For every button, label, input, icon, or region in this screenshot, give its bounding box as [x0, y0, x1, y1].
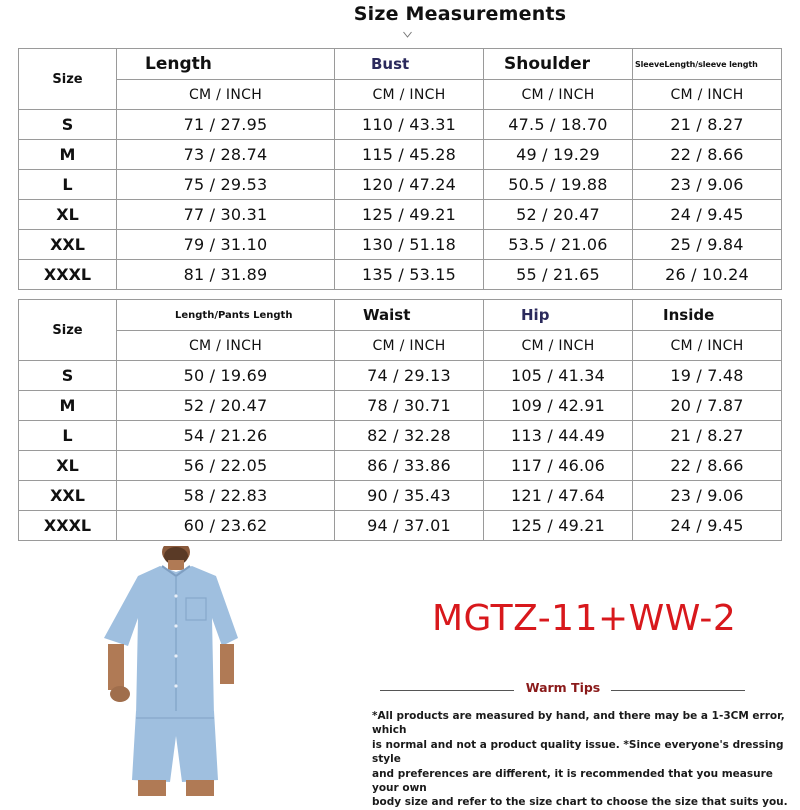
measure-cell: 49 / 19.29	[484, 140, 633, 170]
divider	[380, 690, 514, 691]
size-label: M	[19, 140, 117, 170]
measure-cell: 75 / 29.53	[117, 170, 335, 200]
table-row	[19, 110, 782, 140]
size-label: L	[19, 421, 117, 451]
measure-cell: 21 / 8.27	[633, 110, 782, 140]
measure-cell: 23 / 9.06	[633, 481, 782, 511]
measure-cell: 24 / 9.45	[633, 511, 782, 541]
chevron-down-icon	[403, 30, 412, 39]
table-row	[19, 451, 782, 481]
measure-cell: 73 / 28.74	[117, 140, 335, 170]
measure-cell: 115 / 45.28	[335, 140, 484, 170]
product-photo	[98, 546, 248, 796]
measure-cell: 109 / 42.91	[484, 391, 633, 421]
measure-cell: 77 / 30.31	[117, 200, 335, 230]
table-row	[19, 511, 782, 541]
table-row	[19, 200, 782, 230]
measure-cell: 74 / 29.13	[335, 361, 484, 391]
measure-cell: 60 / 23.62	[117, 511, 335, 541]
header-row	[19, 300, 782, 331]
measure-cell: 56 / 22.05	[117, 451, 335, 481]
column-header-hip: Hip	[484, 300, 633, 331]
unit-label: CM / INCH	[335, 331, 484, 361]
unit-label: CM / INCH	[117, 80, 335, 110]
measure-cell: 135 / 53.15	[335, 260, 484, 290]
warm-tips-title: Warm Tips	[525, 680, 601, 695]
measure-cell: 53.5 / 21.06	[484, 230, 633, 260]
unit-label: CM / INCH	[117, 331, 335, 361]
size-label: XL	[19, 200, 117, 230]
measure-cell: 79 / 31.10	[117, 230, 335, 260]
measure-cell: 54 / 21.26	[117, 421, 335, 451]
size-label: S	[19, 110, 117, 140]
top-size-table	[18, 48, 782, 290]
measure-cell: 125 / 49.21	[335, 200, 484, 230]
unit-label: CM / INCH	[484, 80, 633, 110]
table-row	[19, 421, 782, 451]
measure-cell: 52 / 20.47	[117, 391, 335, 421]
measure-cell: 125 / 49.21	[484, 511, 633, 541]
column-header-bust: Bust	[335, 49, 484, 80]
column-header-shoulder: Shoulder	[484, 49, 633, 80]
unit-label: CM / INCH	[484, 331, 633, 361]
table-row	[19, 260, 782, 290]
measure-cell: 50.5 / 19.88	[484, 170, 633, 200]
size-header: Size	[19, 49, 117, 110]
header-row	[19, 49, 782, 80]
unit-row	[19, 331, 782, 361]
measure-cell: 25 / 9.84	[633, 230, 782, 260]
measure-cell: 58 / 22.83	[117, 481, 335, 511]
table-row	[19, 481, 782, 511]
measure-cell: 20 / 7.87	[633, 391, 782, 421]
measure-cell: 71 / 27.95	[117, 110, 335, 140]
size-label: S	[19, 361, 117, 391]
size-header: Size	[19, 300, 117, 361]
table-row	[19, 361, 782, 391]
warm-tips-text: *All products are measured by hand, and there may be a 1-3CM error, which is normal and not a product quality issue. *Since everyone's dressing style and preferences are different, it is recommended that you measure your own body size and refer to the size chart to choose the size that suits you.	[372, 710, 788, 809]
size-label: XL	[19, 451, 117, 481]
unit-label: CM / INCH	[335, 80, 484, 110]
unit-label: CM / INCH	[633, 80, 782, 110]
size-label: XXL	[19, 230, 117, 260]
measure-cell: 24 / 9.45	[633, 200, 782, 230]
measure-cell: 78 / 30.71	[335, 391, 484, 421]
column-header-waist: Waist	[335, 300, 484, 331]
measure-cell: 22 / 8.66	[633, 140, 782, 170]
measure-cell: 113 / 44.49	[484, 421, 633, 451]
measure-cell: 120 / 47.24	[335, 170, 484, 200]
unit-label: CM / INCH	[633, 331, 782, 361]
measure-cell: 82 / 32.28	[335, 421, 484, 451]
size-label: M	[19, 391, 117, 421]
column-header-pants-length: Length/Pants Length	[117, 300, 335, 331]
measure-cell: 52 / 20.47	[484, 200, 633, 230]
measure-cell: 90 / 35.43	[335, 481, 484, 511]
measure-cell: 105 / 41.34	[484, 361, 633, 391]
column-header-length: Length	[117, 49, 335, 80]
measure-cell: 110 / 43.31	[335, 110, 484, 140]
measure-cell: 26 / 10.24	[633, 260, 782, 290]
measure-cell: 94 / 37.01	[335, 511, 484, 541]
page-title: Size Measurements	[353, 3, 567, 25]
table-row	[19, 140, 782, 170]
column-header-sleeve-length: SleeveLength/sleeve length	[633, 49, 782, 80]
size-label: XXXL	[19, 511, 117, 541]
table-row	[19, 391, 782, 421]
size-label: L	[19, 170, 117, 200]
measure-cell: 121 / 47.64	[484, 481, 633, 511]
measure-cell: 23 / 9.06	[633, 170, 782, 200]
table-row	[19, 170, 782, 200]
column-header-inside: Inside	[633, 300, 782, 331]
measure-cell: 19 / 7.48	[633, 361, 782, 391]
measure-cell: 47.5 / 18.70	[484, 110, 633, 140]
unit-row	[19, 80, 782, 110]
measure-cell: 117 / 46.06	[484, 451, 633, 481]
size-label: XXL	[19, 481, 117, 511]
measure-cell: 130 / 51.18	[335, 230, 484, 260]
measure-cell: 81 / 31.89	[117, 260, 335, 290]
measure-cell: 22 / 8.66	[633, 451, 782, 481]
measure-cell: 86 / 33.86	[335, 451, 484, 481]
bottom-size-table	[18, 299, 782, 541]
model-code: MGTZ-11+WW-2	[432, 598, 737, 639]
measure-cell: 21 / 8.27	[633, 421, 782, 451]
divider	[611, 690, 745, 691]
size-label: XXXL	[19, 260, 117, 290]
table-row	[19, 230, 782, 260]
measure-cell: 55 / 21.65	[484, 260, 633, 290]
measure-cell: 50 / 19.69	[117, 361, 335, 391]
